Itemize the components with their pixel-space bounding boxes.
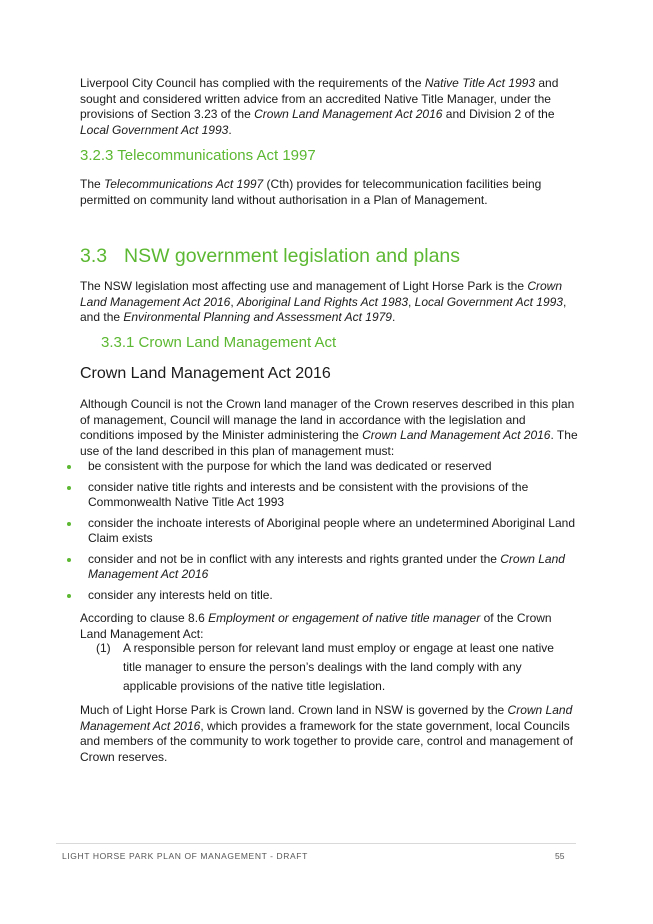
list-item-text: consider any interests held on title. — [88, 587, 273, 602]
footer-title: LIGHT HORSE PARK PLAN OF MANAGEMENT - DRAFT — [62, 851, 308, 861]
italic-run: Crown Land Management Act 2016 — [362, 428, 551, 442]
bullet-icon — [67, 594, 71, 598]
italic-run: Crown Land Management Act 2016 — [254, 107, 443, 121]
list-item — [64, 552, 584, 583]
bullet-icon — [67, 522, 71, 526]
obligations-list — [64, 459, 584, 603]
clause-intro-paragraph — [80, 611, 580, 642]
text-run: According to clause 8.6 — [80, 611, 209, 625]
text-run: of the Crown Land Management Act: — [80, 611, 552, 641]
telecom-heading: 3.2.3 Telecommunications Act 1997 — [80, 147, 316, 164]
list-item — [64, 588, 584, 604]
italic-run: Environmental Planning and Assessment Act 1979 — [123, 310, 392, 324]
text-run: and sought and considered written advice from an accredited Native Title Manager, under the provisions of Section 3.23 of the — [80, 76, 559, 121]
nsw-legislation-heading — [80, 245, 460, 268]
italic-run: Local Government Act 1993 — [80, 122, 229, 137]
list-item-text: consider native title rights and interests and be consistent with the provisions of the Commonwealth Native Title Act 1993 — [88, 479, 529, 509]
crown-land-act-heading: Crown Land Management Act 2016 — [80, 365, 331, 382]
page-number: 55 — [555, 851, 565, 861]
telecom-paragraph — [80, 177, 580, 208]
text-run: Much of Light Horse Park is Crown land. Crown land in NSW is governed by the — [80, 703, 508, 717]
italic-run: Crown Land Management Act 2016 — [80, 279, 563, 309]
text-run: . — [228, 122, 232, 137]
text-run: . The use of the land described in this plan of management must: — [80, 428, 578, 458]
bullet-icon — [67, 465, 71, 469]
text-run: Although Council is not the Crown land manager of the Crown reserves described in this plan of management, Council will manage the land in accordance with the legislation and conditions imposed by the Minister administering the — [80, 397, 575, 442]
italic-run: Native Title Act 1993 — [424, 76, 536, 90]
clause-number: (1) — [96, 641, 111, 655]
crown-land-paragraph — [80, 397, 580, 459]
italic-run: Local Government Act 1993 — [414, 294, 563, 309]
text-run: The NSW legislation most affecting use and management of Light Horse Park is the — [80, 279, 528, 293]
text-run: and Division 2 of the — [442, 107, 555, 121]
list-item — [64, 516, 584, 547]
clause-text: A responsible person for relevant land must employ or engage at least one native title manager to ensure the person’s dealings with the land comply with any applicable provisions of the native title legislation. — [123, 641, 554, 693]
bullet-icon — [67, 486, 71, 490]
text-run: Liverpool City Council has complied with the requirements of the — [80, 76, 425, 90]
text-run: , — [230, 294, 237, 309]
text-run: , and the — [80, 294, 567, 324]
text-run: , — [408, 294, 415, 309]
crown-land-act-subheading: 3.3.1 Crown Land Management Act — [101, 334, 337, 351]
text-run: , which provides a framework for the state government, local Councils and members of the community to work together to provide care, control and management of Crown reserves. — [80, 718, 573, 764]
section-title: NSW government legislation and plans — [124, 245, 461, 267]
italic-run: Crown Land Management Act 2016 — [88, 551, 565, 581]
italic-run: Crown Land Management Act 2016 — [80, 703, 573, 733]
nsw-legislation-paragraph — [80, 279, 580, 326]
text-run: (Cth) provides for telecommunication facilities being permitted on community land without authorisation in a Plan of Management. — [80, 177, 542, 207]
footer-divider — [56, 843, 576, 844]
list-item — [64, 459, 584, 475]
italic-run: Aboriginal Land Rights Act 1983 — [237, 294, 408, 309]
list-item-text: be consistent with the purpose for which the land was dedicated or reserved — [88, 459, 492, 473]
text-run: . — [391, 310, 396, 324]
native-title-paragraph — [80, 76, 580, 138]
section-number: 3.3 — [80, 245, 108, 267]
bullet-icon — [67, 558, 71, 562]
italic-run: Employment or engagement of native title manager — [208, 611, 481, 625]
clause-quote — [96, 639, 556, 696]
crown-land-nsw-paragraph — [80, 703, 580, 765]
list-item — [64, 480, 584, 511]
list-item-text: consider and not be in conflict with any interests and rights granted under the — [88, 551, 501, 566]
text-run: The — [80, 177, 105, 191]
italic-run: Telecommunications Act 1997 — [104, 177, 264, 191]
list-item-text: consider the inchoate interests of Aboriginal people where an undetermined Aboriginal Land Claim exists — [88, 515, 575, 545]
